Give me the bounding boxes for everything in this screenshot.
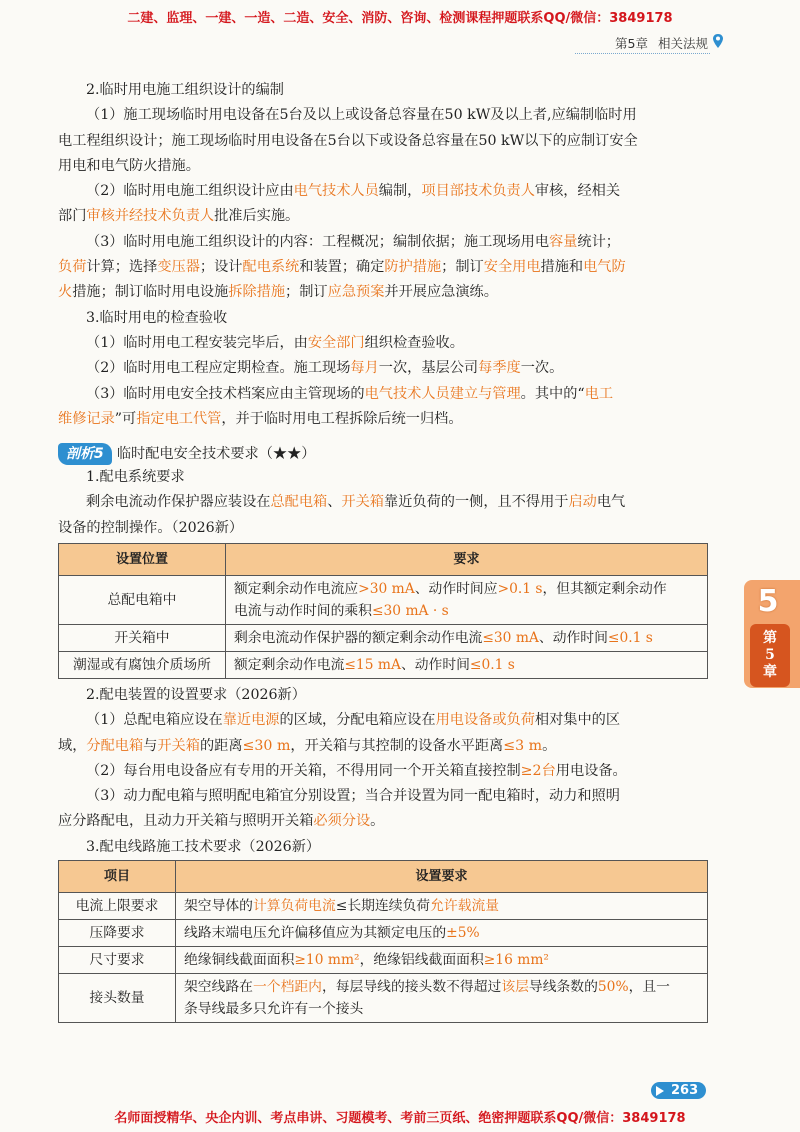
heading-section2: 2.临时用电施工组织设计的编制 <box>86 82 284 98</box>
column-header: 设置要求 <box>176 861 708 893</box>
paragraph: 负荷计算；选择变压器；设计配电系统和装置；确定防护措施；制订安全用电措施和电气防 <box>58 259 626 276</box>
table-cell: 接头数量 <box>59 974 176 1023</box>
column-header: 设置位置 <box>59 544 226 576</box>
paragraph: 应分路配电，且动力开关箱与照明开关箱必须分设。 <box>58 813 385 830</box>
column-header: 项目 <box>59 861 176 893</box>
table-cell: 压降要求 <box>59 920 176 947</box>
paragraph: （2）临时用电工程应定期检查。施工现场每月一次，基层公司每季度一次。 <box>86 360 564 377</box>
top-ad-banner: 二建、监理、一建、一造、二造、安全、消防、咨询、检测课程押题联系QQ/微信：3849178 <box>127 11 673 26</box>
table-cell: 潮湿或有腐蚀介质场所 <box>59 652 226 679</box>
paragraph: 部门审核并经技术负责人批准后实施。 <box>58 208 300 225</box>
paragraph: （2）临时用电施工组织设计应由电气技术人员编制，项目部技术负责人审核，经相关 <box>86 183 621 200</box>
table-cell: 额定剩余动作电流≤15 mA、动作时间≤0.1 s <box>226 652 708 679</box>
analysis-title: 临时配电安全技术要求（★★） <box>116 446 316 462</box>
table-cell: 剩余电流动作保护器的额定剩余动作电流≤30 mA、动作时间≤0.1 s <box>226 625 708 652</box>
chapter-side-tab <box>744 580 800 688</box>
paragraph: 设备的控制操作。（2026新） <box>58 519 244 536</box>
distribution-system-intro <box>58 465 708 541</box>
analysis-badge: 剖析5 <box>58 443 112 465</box>
subheading: 1.配电系统要求 <box>86 469 185 485</box>
paragraph: （3）临时用电安全技术档案应由主管现场的电气技术人员建立与管理。其中的“电工 <box>86 385 614 402</box>
table-cell: 开关箱中 <box>59 625 226 652</box>
table-cell: 线路末端电压允许偏移值应为其额定电压的±5% <box>176 920 708 947</box>
chapter-tab-label: 第 5 章 <box>750 624 790 687</box>
paragraph: （2）每台用电设备应有专用的开关箱，不得用同一个开关箱直接控制≥2台用电设备。 <box>86 762 627 779</box>
table-cell: 额定剩余动作电流应>30 mA、动作时间应>0.1 s，但其额定剩余动作 电流与动作时间的乘积≤30 mA · s <box>226 576 708 625</box>
table-row <box>59 652 708 679</box>
location-pin-icon <box>712 33 724 49</box>
chapter-tab-number: 5 <box>757 584 779 619</box>
chapter-header <box>615 34 708 52</box>
table-cell: 架空导体的计算负荷电流≤长期连续负荷允许载流量 <box>176 893 708 920</box>
paragraph: 域，分配电箱与开关箱的距离≤30 m，开关箱与其控制的设备水平距离≤3 m。 <box>58 737 557 754</box>
table-row <box>59 920 708 947</box>
paragraph: （1）临时用电工程安装完毕后，由安全部门组织检查验收。 <box>86 334 464 351</box>
table-cell: 电流上限要求 <box>59 893 176 920</box>
table-row <box>59 974 708 1023</box>
paragraph: 用电和电气防火措施。 <box>58 157 200 174</box>
paragraph: （3）动力配电箱与照明配电箱宜分别设置；当合并设置为同一配电箱时，动力和照明 <box>86 788 620 805</box>
distribution-device-requirements <box>58 683 708 860</box>
paragraph: 剩余电流动作保护器应装设在总配电箱、开关箱靠近负荷的一侧，且不得用于启动电气 <box>86 494 626 511</box>
subheading: 2.配电装置的设置要求（2026新） <box>86 687 306 703</box>
paragraph: 电工程组织设计；施工现场临时用电设备在5台以下或设备总容量在50 kW以下的应制订安全 <box>58 132 638 149</box>
table-cell: 架空线路在一个档距内，每层导线的接头数不得超过该层导线条数的50%，且一 条导线最多只允许有一个接头 <box>176 974 708 1023</box>
paragraph: （1）总配电箱应设在靠近电源的区域，分配电箱应设在用电设备或负荷相对集中的区 <box>86 712 621 729</box>
table-row <box>59 947 708 974</box>
chapter-number: 第5章 <box>615 36 648 51</box>
header-divider <box>575 53 710 54</box>
table-row <box>59 576 708 625</box>
paragraph: 火措施；制订临时用电设施拆除措施；制订应急预案并开展应急演练。 <box>58 284 498 301</box>
section-2-3 <box>58 78 706 432</box>
table-row <box>59 893 708 920</box>
bottom-ad-banner: 名师面授精华、央企内训、考点串讲、习题模考、考前三页纸、绝密押题联系QQ/微信：3849178 <box>114 1111 686 1126</box>
table-header-row <box>59 861 708 893</box>
table-cell: 绝缘铜线截面面积≥10 mm²，绝缘铝线截面面积≥16 mm² <box>176 947 708 974</box>
table-cell: 总配电箱中 <box>59 576 226 625</box>
subheading: 3.配电线路施工技术要求（2026新） <box>86 838 321 855</box>
paragraph: （1）施工现场临时用电设备在5台及以上或设备总容量在50 kW及以上者,应编制临时用 <box>86 107 637 124</box>
wiring-requirements-table <box>58 860 708 1023</box>
paragraph: 维修记录”可指定电工代管，并于临时用电工程拆除后统一归档。 <box>58 410 463 427</box>
table-row <box>59 625 708 652</box>
analysis-heading <box>58 443 315 465</box>
chapter-title: 相关法规 <box>657 36 708 51</box>
rcd-requirements-table <box>58 543 708 679</box>
heading-section3: 3.临时用电的检查验收 <box>86 309 228 326</box>
column-header: 要求 <box>226 544 708 576</box>
page-number: 263 <box>651 1082 706 1099</box>
paragraph: （3）临时用电施工组织设计的内容：工程概况；编制依据；施工现场用电容量统计； <box>86 233 620 250</box>
table-cell: 尺寸要求 <box>59 947 176 974</box>
play-icon <box>656 1086 664 1096</box>
table-header-row <box>59 544 708 576</box>
